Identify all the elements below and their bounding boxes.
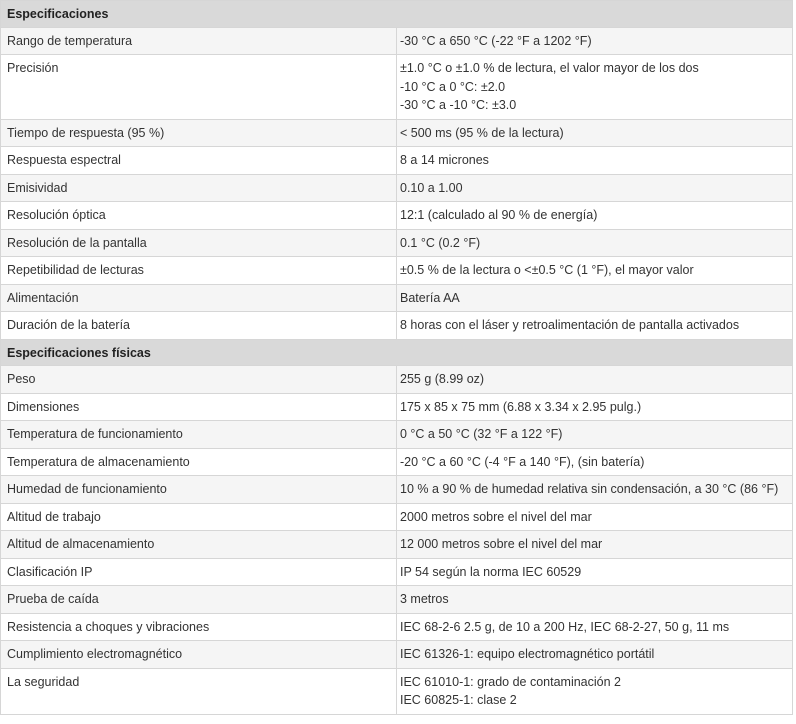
section-header-row <box>1 1 793 28</box>
spec-label: Dimensiones <box>1 393 397 421</box>
spec-value-line: 12 000 metros sobre el nivel del mar <box>400 537 603 551</box>
spec-label: Alimentación <box>1 284 397 312</box>
specifications-table-body <box>1 1 793 715</box>
spec-value <box>397 202 793 230</box>
spec-row <box>1 448 793 476</box>
spec-value <box>397 393 793 421</box>
spec-value <box>397 531 793 559</box>
spec-row <box>1 119 793 147</box>
spec-label: Cumplimiento electromagnético <box>1 641 397 669</box>
spec-row <box>1 668 793 714</box>
spec-value-line: IEC 61326-1: equipo electromagnético portátil <box>400 647 655 661</box>
spec-row <box>1 586 793 614</box>
spec-value-line: 10 % a 90 % de humedad relativa sin condensación, a 30 °C (86 °F) <box>400 482 779 496</box>
spec-value <box>397 613 793 641</box>
spec-value-line: 175 x 85 x 75 mm (6.88 x 3.34 x 2.95 pulg.) <box>400 399 642 414</box>
spec-value <box>397 366 793 394</box>
spec-value-line: 12:1 (calculado al 90 % de energía) <box>400 208 598 222</box>
spec-label: Peso <box>1 366 397 394</box>
spec-value-line: 3 metros <box>400 592 449 606</box>
spec-value-line: IEC 61010-1: grado de contaminación 2 <box>400 674 621 689</box>
spec-label: La seguridad <box>1 668 397 714</box>
spec-value <box>397 503 793 531</box>
spec-value <box>397 119 793 147</box>
spec-label: Humedad de funcionamiento <box>1 476 397 504</box>
spec-value-line: IEC 60825-1: clase 2 <box>400 693 517 707</box>
spec-label: Temperatura de funcionamiento <box>1 421 397 449</box>
spec-label: Temperatura de almacenamiento <box>1 448 397 476</box>
spec-value-line: IP 54 según la norma IEC 60529 <box>400 564 582 579</box>
spec-row <box>1 27 793 55</box>
spec-label: Emisividad <box>1 174 397 202</box>
spec-label: Duración de la batería <box>1 312 397 340</box>
spec-value-line: -30 °C a -10 °C: ±3.0 <box>400 98 517 112</box>
spec-label: Tiempo de respuesta (95 %) <box>1 119 397 147</box>
spec-row <box>1 558 793 586</box>
spec-label: Altitud de almacenamiento <box>1 531 397 559</box>
spec-value <box>397 558 793 586</box>
spec-value-line: 2000 metros sobre el nivel del mar <box>400 509 592 524</box>
spec-row <box>1 613 793 641</box>
spec-value <box>397 27 793 55</box>
spec-value <box>397 55 793 120</box>
spec-value-line: 0.10 a 1.00 <box>400 180 463 195</box>
spec-value-line: Batería AA <box>400 290 460 305</box>
spec-value-line: 8 horas con el láser y retroalimentación de pantalla activados <box>400 318 740 332</box>
spec-label: Prueba de caída <box>1 586 397 614</box>
spec-row <box>1 147 793 175</box>
spec-value <box>397 229 793 257</box>
spec-value <box>397 312 793 340</box>
spec-label: Resolución óptica <box>1 202 397 230</box>
section-title: Especificaciones <box>1 1 793 28</box>
spec-value <box>397 641 793 669</box>
section-title: Especificaciones físicas <box>1 339 793 366</box>
spec-label: Rango de temperatura <box>1 27 397 55</box>
spec-row <box>1 202 793 230</box>
spec-value <box>397 421 793 449</box>
spec-row <box>1 366 793 394</box>
spec-label: Precisión <box>1 55 397 120</box>
section-header-row <box>1 339 793 366</box>
spec-row <box>1 55 793 120</box>
spec-value <box>397 476 793 504</box>
spec-row <box>1 174 793 202</box>
spec-row <box>1 393 793 421</box>
spec-label: Altitud de trabajo <box>1 503 397 531</box>
spec-value-line: IEC 68-2-6 2.5 g, de 10 a 200 Hz, IEC 68-2-27, 50 g, 11 ms <box>400 619 730 634</box>
spec-value <box>397 668 793 714</box>
spec-row <box>1 257 793 285</box>
spec-row <box>1 641 793 669</box>
spec-row <box>1 503 793 531</box>
spec-label: Resolución de la pantalla <box>1 229 397 257</box>
spec-row <box>1 284 793 312</box>
spec-label: Clasificación IP <box>1 558 397 586</box>
spec-value <box>397 147 793 175</box>
spec-value-line: < 500 ms (95 % de la lectura) <box>400 125 564 140</box>
spec-value <box>397 257 793 285</box>
spec-value-line: ±0.5 % de la lectura o <±0.5 °C (1 °F), el mayor valor <box>400 263 694 277</box>
spec-value <box>397 448 793 476</box>
spec-value <box>397 284 793 312</box>
spec-value-line: -30 °C a 650 °C (-22 °F a 1202 °F) <box>400 33 592 48</box>
spec-row <box>1 531 793 559</box>
spec-label: Repetibilidad de lecturas <box>1 257 397 285</box>
spec-row <box>1 421 793 449</box>
spec-value-line: 0 °C a 50 °C (32 °F a 122 °F) <box>400 427 563 441</box>
spec-value-line: 0.1 °C (0.2 °F) <box>400 235 481 250</box>
spec-value-line: 255 g (8.99 oz) <box>400 372 485 386</box>
spec-value <box>397 586 793 614</box>
spec-row <box>1 229 793 257</box>
spec-row <box>1 476 793 504</box>
spec-value-line: 8 a 14 micrones <box>400 153 489 167</box>
spec-value <box>397 174 793 202</box>
spec-label: Respuesta espectral <box>1 147 397 175</box>
spec-value-line: ±1.0 °C o ±1.0 % de lectura, el valor mayor de los dos <box>400 61 699 75</box>
spec-value-line: -10 °C a 0 °C: ±2.0 <box>400 79 506 94</box>
spec-label: Resistencia a choques y vibraciones <box>1 613 397 641</box>
spec-value-line: -20 °C a 60 °C (-4 °F a 140 °F), (sin batería) <box>400 454 645 469</box>
spec-row <box>1 312 793 340</box>
